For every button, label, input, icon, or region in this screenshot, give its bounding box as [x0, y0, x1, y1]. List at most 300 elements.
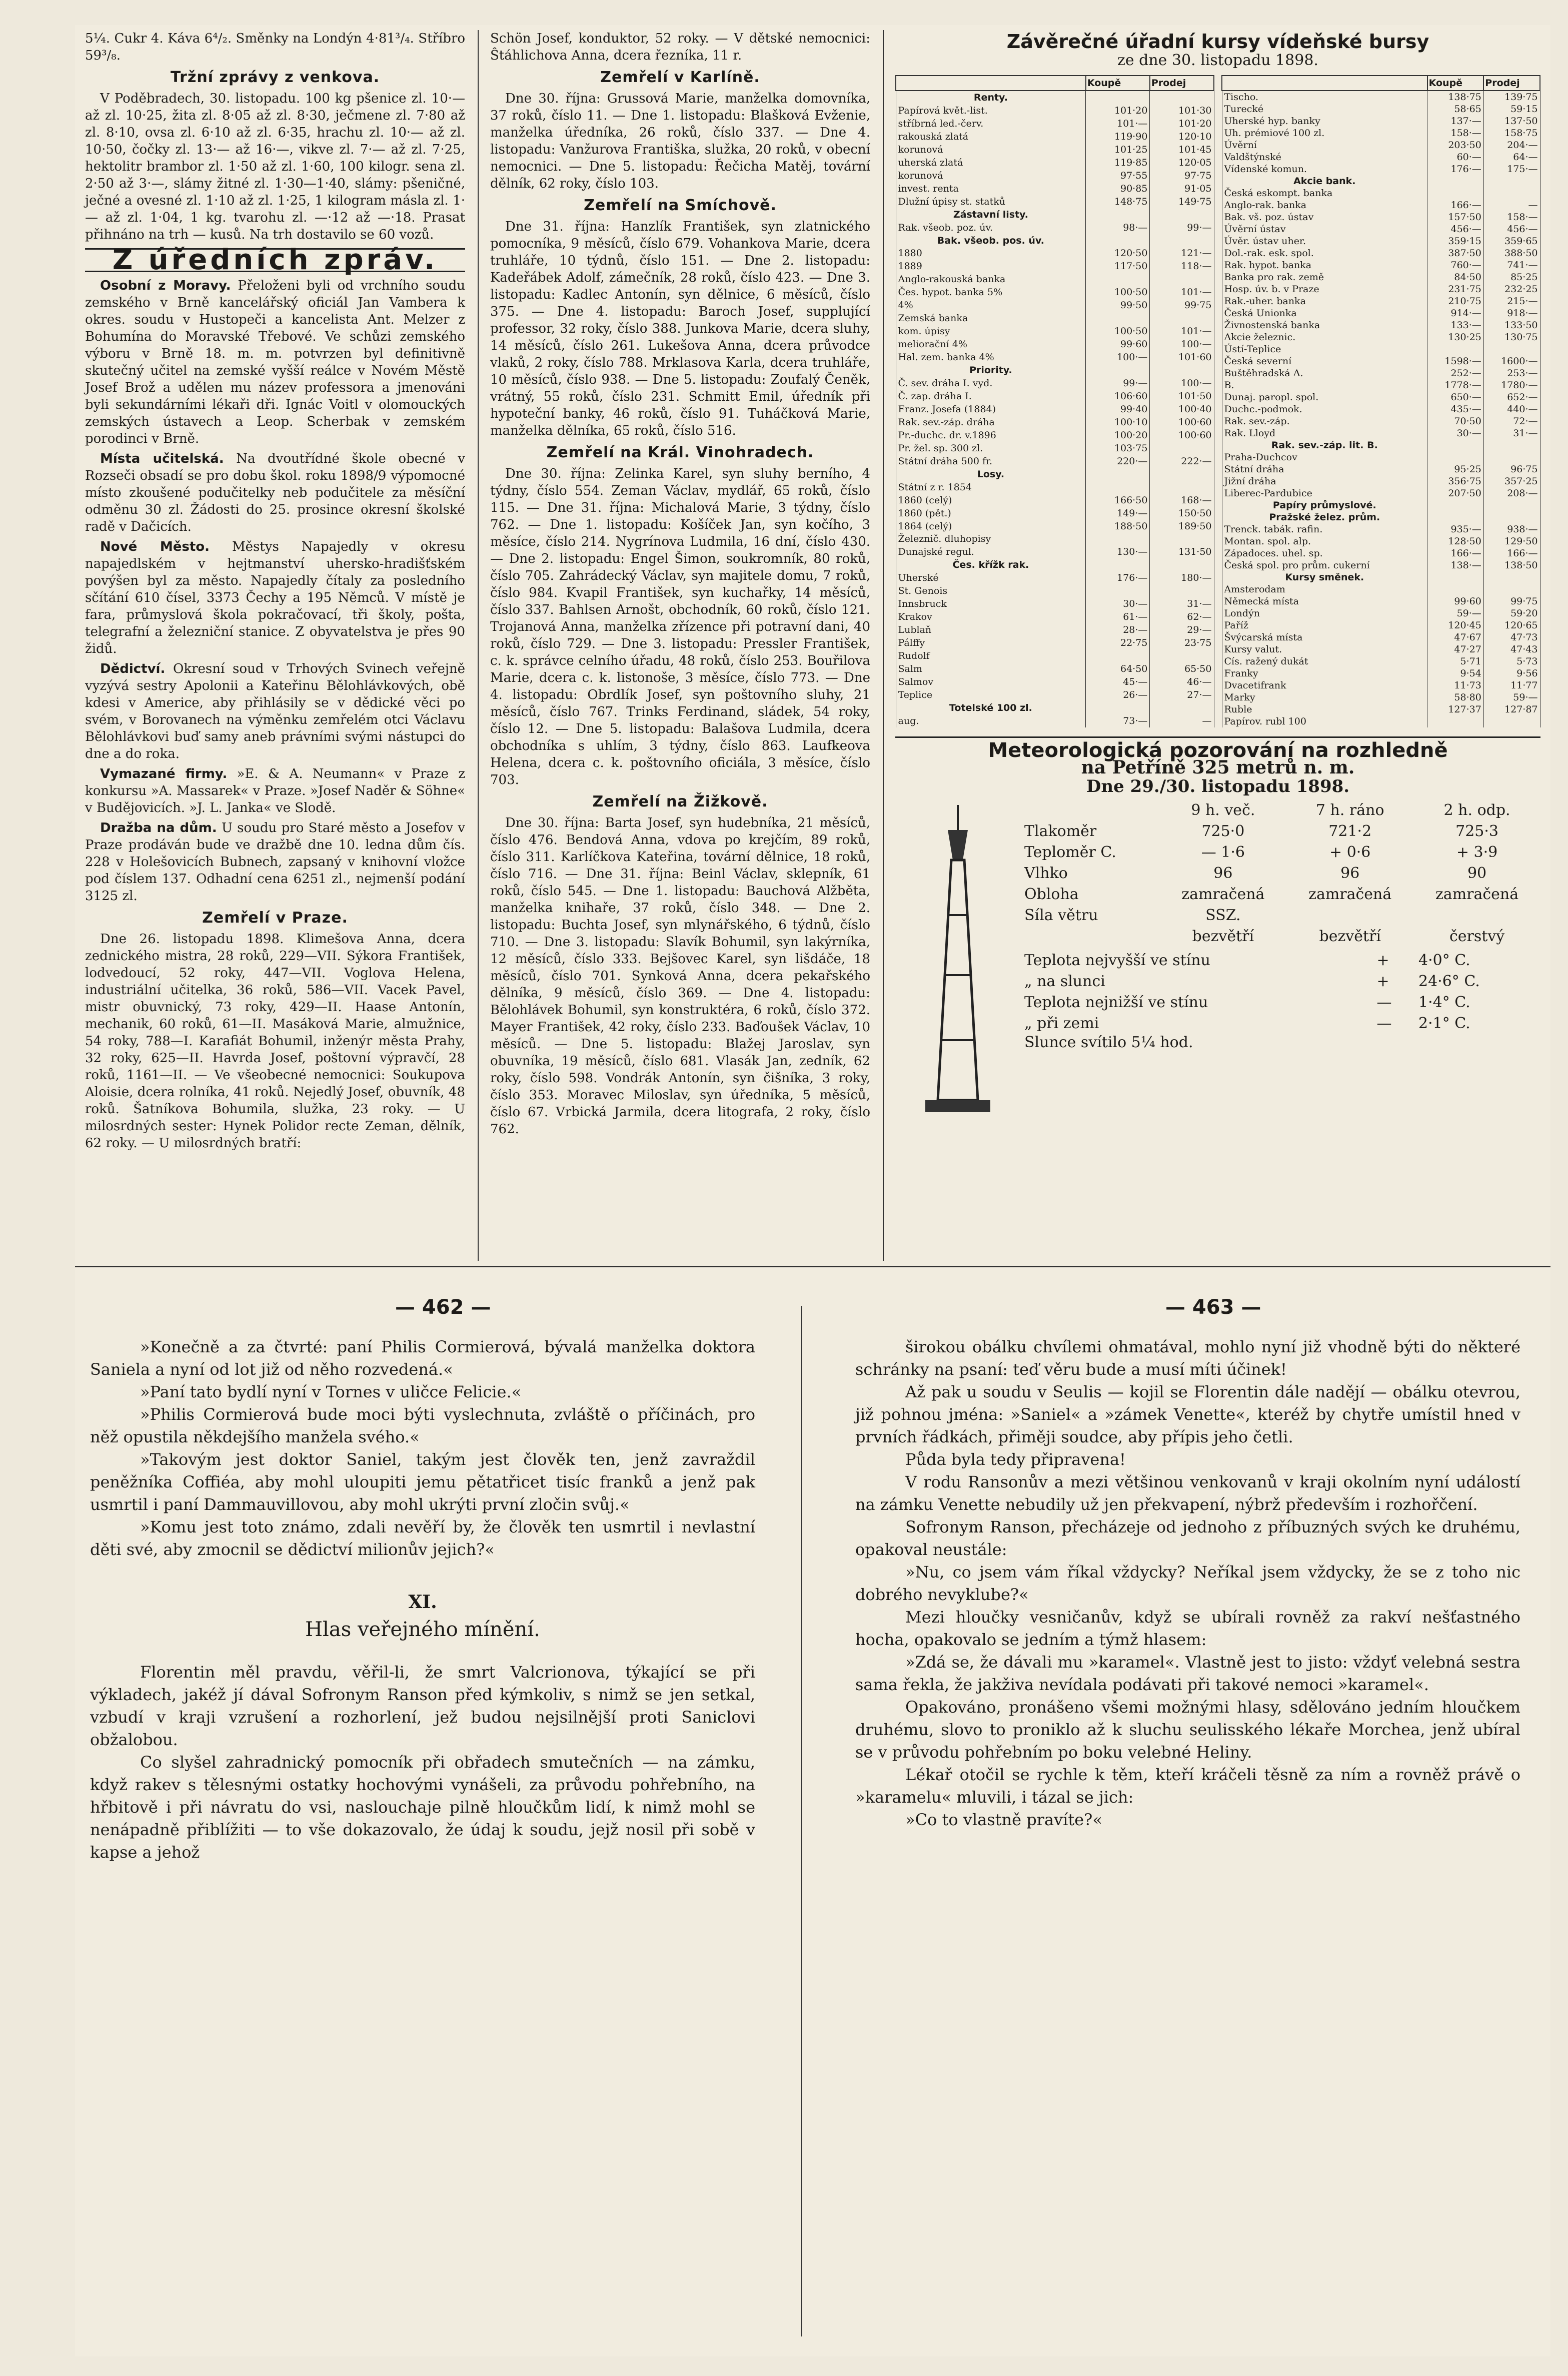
exchange-row [896, 312, 1214, 325]
exchange-cell-name: Franky [1222, 667, 1427, 679]
exchange-cell-buy: 60·— [1427, 151, 1484, 163]
exchange-cell-buy [1427, 187, 1484, 199]
exchange-row [896, 286, 1214, 299]
exchange-row [1222, 115, 1540, 127]
exchange-row [1222, 127, 1540, 139]
col-head-sell: Prodej [1150, 76, 1214, 91]
market-top-line: 5¼. Cukr 4. Káva 6⁴/₂. Směnky na Londýn 4·81³/₄. Stříbro 59³/₈. [85, 31, 465, 63]
exchange-cell-name: Úvěr. ústav uher. [1222, 235, 1427, 247]
meteo-value: bezvětří [1319, 928, 1381, 945]
meteo-row [1020, 926, 1540, 947]
exchange-cell-buy: 760·— [1427, 259, 1484, 271]
exchange-cell-buy [1427, 511, 1484, 523]
exchange-row [896, 117, 1214, 130]
exchange-row [896, 688, 1214, 701]
exchange-cell-name: Hosp. úv. b. v Praze [1222, 283, 1427, 295]
exchange-row [1222, 715, 1540, 727]
exchange-cell-sell: 222·— [1150, 455, 1214, 468]
exchange-row [896, 455, 1214, 468]
exchange-row [1222, 595, 1540, 607]
temperature-value: + [1376, 952, 1389, 969]
story-paragraph: »Zdá se, že dávali mu »karamel«. Vlastně jest to jisto: vždyť velebná sestra sama řekla, že jakživa nevídala podávati při takové nemoci »karamel«. [855, 1653, 1520, 1694]
exchange-cell-name: Česká Unionka [1222, 307, 1427, 319]
meteo-value [1413, 905, 1540, 926]
exchange-cell-buy: 90·85 [1086, 182, 1150, 195]
exchange-row [896, 338, 1214, 351]
exchange-cell-sell: 64·— [1483, 151, 1540, 163]
exchange-cell-sell: 100·60 [1150, 429, 1214, 442]
exchange-cell-buy: 133·— [1427, 319, 1484, 331]
news-item [85, 450, 465, 535]
temperature-row [1020, 971, 1540, 992]
exchange-cell-name: Papíry průmyslové. [1222, 499, 1427, 511]
story-paragraph: Mezi hloučky vesničanův, když se ubírali rovněž za rakví nešťastného hocha, opakovalo se jedním a týmž hlasem: [855, 1608, 1520, 1649]
deaths-zizkov-heading: Zemřelí na Žižkově. [592, 793, 768, 811]
col-head-name [1222, 76, 1427, 91]
exchange-cell-buy [1427, 343, 1484, 355]
exchange-cell-name: aug. [896, 714, 1086, 727]
exchange-cell-buy: 45·— [1086, 675, 1150, 688]
exchange-cell-name: 1860 (pět.) [896, 507, 1086, 520]
exchange-row [1222, 691, 1540, 703]
exchange-cell-buy: 28·— [1086, 623, 1150, 636]
exchange-cell-name: Státní dráha 500 fr. [896, 455, 1086, 468]
story-left-column [90, 1336, 755, 1864]
exchange-cell-sell: 1780·— [1483, 379, 1540, 391]
exchange-cell-buy: 130·— [1086, 545, 1150, 558]
story-paragraph: »Konečně a za čtvrté: paní Philis Cormierová, bývalá manželka doktora Saniela a nyní od lot již od něho rozvedená.« [90, 1337, 755, 1379]
exchange-cell-name: Rak.-uher. banka [1222, 295, 1427, 307]
exchange-cell-sell: 100·60 [1150, 416, 1214, 429]
exchange-cell-sell: 101·30 [1150, 104, 1214, 117]
meteo-row [1020, 905, 1540, 926]
exchange-cell-sell: 440·— [1483, 403, 1540, 415]
meteo-col-head: 2 h. odp. [1443, 802, 1510, 819]
exchange-cell-buy: 356·75 [1427, 475, 1484, 487]
col-head-buy: Koupě [1086, 76, 1150, 91]
exchange-cell-sell: 100·40 [1150, 403, 1214, 416]
exchange-cell-name: Marky [1222, 691, 1427, 703]
news-lead: Místa učitelská. [100, 451, 224, 466]
exchange-cell-buy: 166·50 [1086, 494, 1150, 507]
exchange-cell-buy: 100·50 [1086, 325, 1150, 338]
exchange-row [896, 442, 1214, 455]
exchange-cell-sell [1483, 343, 1540, 355]
exchange-row [896, 325, 1214, 338]
exchange-cell-name: Dunaj. paropl. spol. [1222, 391, 1427, 403]
temperature-row [1020, 992, 1540, 1013]
meteo-block [895, 800, 1540, 1120]
exchange-cell-sell: 158·75 [1483, 127, 1540, 139]
news-item [85, 660, 465, 762]
deaths-smichov-text: Dne 31. října: Hanzlík František, syn zlatnického pomocníka, 9 měsíců, číslo 679. Vohankova Marie, dcera truhláře, 10 týdnů, číslo 151. — Dne 2. listopadu: Kadeřábek Adolf, zámečník, 28 roků, číslo 423. — Dne 3. listopadu: Kadlec Antonín, syn dělnice, 6 měsíců, číslo 375. — Dne 4. listopadu: Baroch Josef, supplující professor, 32 roky, číslo 388. Junkova Marie, dcera sluhy, 14 měsíců, číslo 261. Lukešova Anna, dcera průvodce vlaků, 2 roky, číslo 788. Mrklasova Karla, dcera truhláře, 10 měsíců, číslo 938. — Dne 5. listopadu: Zoufalý Čeněk, vrátný, 55 roků, číslo 231. Schmitt Emil, úředník při hypoteční banky, 46 roků, číslo 91. Tuháčková Marie, manželka dělníka, 65 roků, číslo 516. [490, 219, 870, 438]
exchange-row [1222, 307, 1540, 319]
exchange-cell-buy: 11·73 [1427, 679, 1484, 691]
exchange-cell-buy: 103·75 [1086, 442, 1150, 455]
exchange-cell-sell [1150, 442, 1214, 455]
exchange-row [1222, 643, 1540, 655]
exchange-cell-buy: 97·55 [1086, 169, 1150, 182]
exchange-cell-sell [1483, 175, 1540, 187]
exchange-row [896, 520, 1214, 533]
exchange-cell-buy: 166·— [1427, 199, 1484, 211]
exchange-cell-buy: 95·25 [1427, 463, 1484, 475]
exchange-table-left [895, 75, 1214, 727]
exchange-cell-sell: 101·20 [1150, 117, 1214, 130]
news-body: Přeloženi byli od vrchního soudu zemského v Brně kancelářský oficiál Jan Vambera k okres. soudu v Hustopeči a kancelista Ant. Melzer z Bohumína do Moravské Třebové. Ve schůzi zemského výboru v Brně 18. m. m. potvrzen byl definitivně skutečný učitel na zemské vyšší reálce v Novém Městě Josef Brož a udělen mu název professora a jmenováni byli sekundárními lékaři dři. Ignác Voitl v olomouckých zemských ústavech a Leop. Scherbak v zemském porodinci v Brně. [85, 278, 465, 446]
exchange-row [1222, 655, 1540, 667]
exchange-cell-buy: 149·— [1086, 507, 1150, 520]
exchange-cell-buy: 119·90 [1086, 130, 1150, 143]
temperature-label: „ při zemi [1024, 1015, 1099, 1032]
exchange-cell-sell: 85·25 [1483, 271, 1540, 283]
exchange-cell-sell: 127·87 [1483, 703, 1540, 715]
exchange-cell-buy: 101·20 [1086, 104, 1150, 117]
exchange-cell-sell [1483, 511, 1540, 523]
tower-icon [895, 800, 1020, 1120]
exchange-row [896, 156, 1214, 169]
exchange-row [1222, 499, 1540, 511]
exchange-cell-name: Tischo. [1222, 91, 1427, 103]
meteo-value: bezvětří [1192, 928, 1254, 945]
exchange-cell-sell: 65·50 [1150, 662, 1214, 675]
deaths-karlin-heading: Zemřelí v Karlíně. [600, 69, 760, 86]
exchange-row [1222, 355, 1540, 367]
exchange-cell-name: korunová [896, 169, 1086, 182]
exchange-cell-sell: 130·75 [1483, 331, 1540, 343]
exchange-cell-sell: 101·45 [1150, 143, 1214, 156]
exchange-cell-buy: 73·— [1086, 714, 1150, 727]
temperature-value: + [1376, 973, 1389, 990]
exchange-row [1222, 439, 1540, 451]
story-paragraph: »Philis Cormierová bude moci býti vyslechnuta, zvláště o příčinách, pro něž opustila někdejšího manžela svého.« [90, 1405, 755, 1446]
exchange-row [1222, 703, 1540, 715]
exchange-cell-sell: 456·— [1483, 223, 1540, 235]
exchange-cell-buy: 120·50 [1086, 247, 1150, 260]
exchange-cell-buy: 914·— [1427, 307, 1484, 319]
meteo-col-head: 7 h. ráno [1315, 802, 1384, 819]
exchange-cell-buy: 84·50 [1427, 271, 1484, 283]
news-item [85, 277, 465, 447]
exchange-row [1222, 451, 1540, 463]
exchange-row [896, 377, 1214, 390]
exchange-cell-sell: 62·— [1150, 610, 1214, 623]
exchange-row [1222, 511, 1540, 523]
exchange-cell-name: Švýcarská místa [1222, 631, 1427, 643]
exchange-cell-name: Vídenské komun. [1222, 163, 1427, 175]
exchange-cell-buy: 435·— [1427, 403, 1484, 415]
exchange-cell-name: 1889 [896, 260, 1086, 273]
exchange-cell-buy: 101·— [1086, 117, 1150, 130]
exchange-row [896, 494, 1214, 507]
temperature-value: — [1376, 1015, 1392, 1032]
exchange-cell-buy: 456·— [1427, 223, 1484, 235]
exchange-cell-sell [1150, 558, 1214, 571]
exchange-cell-sell [1483, 439, 1540, 451]
exchange-cell-buy: 148·75 [1086, 195, 1150, 208]
story-paragraph: V rodu Ransonův a mezi většinou venkovanů v kraji okolním nyní událostí na zámku Venette nebudily už jen překvapení, nýbrž především i rozhořčení. [855, 1472, 1520, 1514]
exchange-cell-buy: 166·— [1427, 547, 1484, 559]
exchange-cell-buy: 70·50 [1427, 415, 1484, 427]
exchange-cell-buy: 1778·— [1427, 379, 1484, 391]
exchange-cell-name: St. Genois [896, 584, 1086, 597]
exchange-row [1222, 379, 1540, 391]
exchange-cell-name: Paříž [1222, 619, 1427, 631]
meteo-label: Vlhko [1024, 865, 1068, 882]
exchange-row [1222, 319, 1540, 331]
meteo-table [1020, 800, 1540, 947]
meteo-row [1020, 842, 1540, 863]
exchange-cell-name: Rak. hypot. banka [1222, 259, 1427, 271]
exchange-cell-buy: 119·85 [1086, 156, 1150, 169]
exchange-cell-name: Železnič. dluhopisy [896, 532, 1086, 545]
meteo-value [1286, 905, 1413, 926]
temperature-value: 4·0° C. [1418, 952, 1470, 969]
exchange-cell-name: Ruble [1222, 703, 1427, 715]
exchange-cell-name: Kursy valut. [1222, 643, 1427, 655]
exchange-cell-name: Jižní dráha [1222, 475, 1427, 487]
exchange-cell-sell: 150·50 [1150, 507, 1214, 520]
exchange-cell-buy: 99·50 [1086, 299, 1150, 312]
exchange-row [1222, 367, 1540, 379]
exchange-cell-name: Priority. [896, 364, 1086, 377]
story-paragraph: »Co to vlastně pravíte?« [905, 1810, 1102, 1829]
exchange-cell-name: Dunajské regul. [896, 545, 1086, 558]
exchange-row [896, 532, 1214, 545]
story-paragraph: »Takovým jest doktor Saniel, takým jest člověk ten, jenž zavraždil peněžníka Coffiéa, aby mohl uloupiti jemu pětatřicet tisíc franků a jenž pak usmrtil i paní Dammauvillovou, aby mohl ukrýti první zločin svůj.« [90, 1450, 755, 1514]
exchange-cell-buy: 100·— [1086, 351, 1150, 364]
exchange-row [896, 468, 1214, 481]
meteo-value: + 0·6 [1329, 844, 1371, 861]
exchange-cell-sell: 29·— [1150, 623, 1214, 636]
news-body: »E. & A. Neumann« v Praze z konkursu »A. Massarek« v Praze. »Josef Naděr & Söhne« v Budějovicích. »J. L. Janka« ve Slodě. [85, 766, 465, 816]
meteo-row [1020, 821, 1540, 842]
exchange-row [896, 169, 1214, 182]
exchange-row [896, 714, 1214, 727]
meteo-value: zamračená [1181, 886, 1265, 903]
exchange-row [896, 429, 1214, 442]
exchange-cell-buy: 157·50 [1427, 211, 1484, 223]
story-paragraph: širokou obálku chvílemi ohmatával, mohlo nyní již vhodně býti do některé schránky na psaní: teď věru bude a musí míti účinek! [855, 1337, 1520, 1379]
col-head-buy: Koupě [1427, 76, 1484, 91]
exchange-cell-buy: 99·40 [1086, 403, 1150, 416]
exchange-cell-name: Banka pro rak. země [1222, 271, 1427, 283]
exchange-cell-buy [1086, 481, 1150, 494]
meteo-title: Meteorologická pozorování na rozhledně [895, 736, 1540, 759]
column-left [85, 30, 465, 1155]
exchange-cell-buy: 127·37 [1427, 703, 1484, 715]
exchange-row [896, 623, 1214, 636]
exchange-cell-name: Anglo-rak. banka [1222, 199, 1427, 211]
temperature-table [1020, 950, 1540, 1034]
temperature-value: 1·4° C. [1418, 994, 1470, 1011]
exchange-cell-name: Amsterodam [1222, 583, 1427, 595]
exchange-cell-sell: 215·— [1483, 295, 1540, 307]
exchange-row [1222, 475, 1540, 487]
deaths-prague-text: Dne 26. listopadu 1898. Klimešova Anna, dcera zednického mistra, 28 roků, 229—VII. Sýkora František, lodvedoucí, 52 roky, 447—VII. Voglova Helena, industriální učitelka, 36 roků, 586—VII. Vacek Pavel, mistr obuvnický, 73 roky, 429—II. Haase Antonín, mechanik, 60 roků, 61—II. Masáková Marie, almužnice, 54 roky, 788—I. Karafiát Bohumil, inženýr města Prahy, 32 roky, 625—II. Havrda Josef, poštovní výpravčí, 28 roků, 1161—II. — Ve všeobecné nemocnici: Soukupova Aloisie, dcera rolníka, 41 roků. Nejedlý Josef, obuvník, 48 roků. Šatníkova Bohumila, služka, 23 roky. — U milosrdných sester: Hynek Polidor recte Zeman, dělník, 62 roky. — U milosrdných bratří: [85, 932, 465, 1151]
exchange-cell-name: Buštěhradská A. [1222, 367, 1427, 379]
exchange-cell-sell: 208·— [1483, 487, 1540, 499]
meteo-label [1020, 926, 1159, 947]
exchange-cell-sell: 918·— [1483, 307, 1540, 319]
exchange-row [1222, 571, 1540, 583]
exchange-cell-name: Salmov [896, 675, 1086, 688]
exchange-cell-sell: 180·— [1150, 571, 1214, 584]
exchange-cell-sell: 11·77 [1483, 679, 1540, 691]
meteo-value: čerstvý [1449, 928, 1505, 945]
exchange-cell-buy [1086, 532, 1150, 545]
story-paragraph: Co slyšel zahradnický pomocník při obřadech smutečních — na zámku, když rakev s tělesnými ostatky hochovými vynášeli, za průvodu pohřebního, na hřbitově i při návratu do vsi, naslouchaje pilně hloučkům lidí, k nimž mohl se nenápadně přiblížiti — to vše dokazovalo, že údaj k soudu, jejž nosil při sobě v kapse a jehož [90, 1753, 755, 1862]
exchange-cell-buy: 47·67 [1427, 631, 1484, 643]
stock-exchange-title: Závěrečné úřadní kursy vídeňské bursy [1006, 31, 1429, 53]
exchange-row [896, 247, 1214, 260]
temperature-row [1020, 950, 1540, 971]
exchange-cell-sell: 100·— [1150, 338, 1214, 351]
exchange-cell-sell [1150, 468, 1214, 481]
exchange-row [896, 208, 1214, 221]
exchange-cell-sell: 166·— [1483, 547, 1540, 559]
exchange-row [896, 390, 1214, 403]
exchange-cell-sell [1483, 499, 1540, 511]
exchange-cell-name: 1880 [896, 247, 1086, 260]
exchange-cell-name: stříbrná led.-červ. [896, 117, 1086, 130]
exchange-cell-buy: 30·— [1086, 597, 1150, 610]
exchange-cell-buy [1427, 715, 1484, 727]
exchange-cell-sell: 5·73 [1483, 655, 1540, 667]
exchange-row [1222, 91, 1540, 103]
exchange-cell-buy: 106·60 [1086, 390, 1150, 403]
column-divider [801, 1306, 802, 2336]
exchange-cell-name: Hal. zem. banka 4% [896, 351, 1086, 364]
exchange-cell-buy: 30·— [1427, 427, 1484, 439]
exchange-cell-buy: 120·45 [1427, 619, 1484, 631]
exchange-cell-name: Ústí-Teplice [1222, 343, 1427, 355]
exchange-cell-sell [1150, 481, 1214, 494]
exchange-cell-sell: 91·05 [1150, 182, 1214, 195]
news-item [85, 538, 465, 657]
exchange-cell-buy: 58·80 [1427, 691, 1484, 703]
exchange-cell-buy: 47·27 [1427, 643, 1484, 655]
exchange-cell-name: meliorační 4% [896, 338, 1086, 351]
exchange-cell-sell [1150, 91, 1214, 104]
exchange-cell-name: Česká severní [1222, 355, 1427, 367]
exchange-cell-sell: 158·— [1483, 211, 1540, 223]
exchange-cell-sell [1150, 364, 1214, 377]
deaths-smichov-heading: Zemřelí na Smíchově. [584, 197, 777, 214]
exchange-cell-name: Bak. všeob. pos. úv. [896, 234, 1086, 247]
exchange-row [1222, 667, 1540, 679]
news-lead: Dražba na dům. [100, 821, 217, 836]
exchange-cell-buy [1086, 649, 1150, 662]
exchange-row [1222, 271, 1540, 283]
meteo-subtitle: na Petříně 325 metrů n. m. [1081, 757, 1355, 778]
exchange-cell-name: Česká spol. pro prům. cukerní [1222, 559, 1427, 571]
exchange-cell-sell: 99·75 [1483, 595, 1540, 607]
story-paragraph: »Nu, co jsem vám říkal vždycky? Neříkal jsem vždycky, že se z toho nic dobrého nevyklube?« [855, 1562, 1520, 1604]
column-middle [490, 30, 870, 1141]
exchange-cell-name: Pr.-duchc. dr. v.1896 [896, 429, 1086, 442]
exchange-cell-name: korunová [896, 143, 1086, 156]
lookout-tower-illustration [895, 800, 1020, 1120]
exchange-cell-buy: 207·50 [1427, 487, 1484, 499]
meteo-value: 721·2 [1328, 823, 1372, 840]
exchange-row [896, 273, 1214, 286]
deaths-vinohrady-text: Dne 30. října: Zelinka Karel, syn sluhy berního, 4 týdny, číslo 554. Zeman Václav, mydlář, 65 roků, číslo 115. — Dne 31. října: Michalová Marie, 3 týdny, číslo 762. — Dne 1. listopadu: Košíček Jan, syn kočího, 3 měsíce, číslo 214. Nygrínova Ludmila, 16 dní, číslo 430. — Dne 2. listopadu: Engel Šimon, soukromník, 80 roků, číslo 705. Zahrádecký Václav, syn majitele domu, 7 roků, číslo 984. Kvapil František, syn kuchařky, 14 měsíců, číslo 337. Bahlsen Arnošt, obchodník, 60 roků, číslo 121. Trojanová Anna, manželka zřízence při potravní dani, 40 roků, číslo 729. — Dne 3. listopadu: Pressler František, c. k. správce celního úřadu, 48 roků, číslo 253. Bouřilova Marie, dcera c. k. listonoše, 3 měsíce, číslo 773. — Dne 4. listopadu: Obrdlík Josef, syn poštovního sluhy, 21 měsíců, číslo 767. Trinks Ferdinand, sládek, 54 roky, číslo 12. — Dne 5. listopadu: Balašova Ludmila, dcera obchodníka s uhlím, 3 týdny, číslo 863. Laufkeova Helena, dcera c. k. poštovního oficiála, 3 měsíce, číslo 703. [490, 466, 870, 787]
column-right [895, 30, 1540, 1120]
exchange-cell-name: Zástavní listy. [896, 208, 1086, 221]
exchange-cell-sell: 149·75 [1150, 195, 1214, 208]
exchange-cell-buy: 650·— [1427, 391, 1484, 403]
exchange-cell-sell: 97·75 [1150, 169, 1214, 182]
exchange-cell-buy: 188·50 [1086, 520, 1150, 533]
exchange-cell-name: Trenck. tabák. rafin. [1222, 523, 1427, 535]
newspaper-page [75, 25, 1550, 2356]
story-right-column [855, 1336, 1520, 1831]
exchange-row [896, 104, 1214, 117]
exchange-row [1222, 547, 1540, 559]
exchange-cell-sell: 204·— [1483, 139, 1540, 151]
exchange-row [1222, 463, 1540, 475]
exchange-cell-name: uherská zlatá [896, 156, 1086, 169]
exchange-row [1222, 175, 1540, 187]
exchange-cell-name: invest. renta [896, 182, 1086, 195]
exchange-cell-name: Papírov. rubl 100 [1222, 715, 1427, 727]
exchange-cell-sell: 27·— [1150, 688, 1214, 701]
deaths-prague-heading: Zemřelí v Praze. [202, 909, 348, 927]
deaths-karlin-text: Dne 30. října: Grussová Marie, manželka domovníka, 37 roků, číslo 11. — Dne 1. listopadu: Blašková Evženie, manželka úředníka, 26 roků, číslo 337. — Dne 4. listopadu: Vanžurova Františka, služka, 20 roků, v obecní nemocnici. — Dne 5. listopadu: Řečicha Matěj, tovární dělník, 62 roky, číslo 103. [490, 91, 870, 191]
exchange-cell-sell: 741·— [1483, 259, 1540, 271]
exchange-row [1222, 403, 1540, 415]
exchange-cell-name: Rudolf [896, 649, 1086, 662]
exchange-cell-buy [1086, 701, 1150, 714]
meteo-data [1020, 800, 1540, 1120]
exchange-cell-sell: 1600·— [1483, 355, 1540, 367]
exchange-row [1222, 487, 1540, 499]
exchange-row [896, 584, 1214, 597]
exchange-cell-sell: 47·73 [1483, 631, 1540, 643]
exchange-cell-sell: 31·— [1483, 427, 1540, 439]
exchange-row [1222, 259, 1540, 271]
exchange-cell-name: Totelské 100 zl. [896, 701, 1086, 714]
exchange-cell-sell: 46·— [1150, 675, 1214, 688]
exchange-cell-sell: 652·— [1483, 391, 1540, 403]
exchange-cell-sell: 101·— [1150, 325, 1214, 338]
exchange-cell-name: Akcie železnic. [1222, 331, 1427, 343]
exchange-cell-name: 1860 (celý) [896, 494, 1086, 507]
exchange-row [1222, 139, 1540, 151]
exchange-cell-buy: 252·— [1427, 367, 1484, 379]
temperature-label: „ na slunci [1024, 973, 1105, 990]
exchange-cell-buy: 210·75 [1427, 295, 1484, 307]
exchange-cell-name: Rak. sev.-záp. [1222, 415, 1427, 427]
exchange-cell-buy: 5·71 [1427, 655, 1484, 667]
exchange-cell-name: Dol.-rak. esk. spol. [1222, 247, 1427, 259]
exchange-cell-buy: 231·75 [1427, 283, 1484, 295]
exchange-cell-name: Rak. Lloyd [1222, 427, 1427, 439]
exchange-cell-sell: 120·10 [1150, 130, 1214, 143]
exchange-cell-sell: — [1150, 714, 1214, 727]
exchange-row [1222, 619, 1540, 631]
exchange-cell-sell: 99·— [1150, 221, 1214, 234]
exchange-row [896, 299, 1214, 312]
exchange-cell-sell: 101·60 [1150, 351, 1214, 364]
exchange-cell-sell: — [1483, 199, 1540, 211]
news-body: U soudu pro Staré město a Josefov v Praze prodáván bude ve dražbě dne 10. ledna dům čís. 228 v Holešovicích Bubnech, zapsaný v knihovní vložce pod číslem 137. Odhadní cena 6251 zl., nejmenší podání 3125 zl. [85, 821, 465, 904]
exchange-cell-buy: 203·50 [1427, 139, 1484, 151]
exchange-cell-buy [1086, 584, 1150, 597]
exchange-cell-buy [1427, 571, 1484, 583]
exchange-cell-sell: 118·— [1150, 260, 1214, 273]
